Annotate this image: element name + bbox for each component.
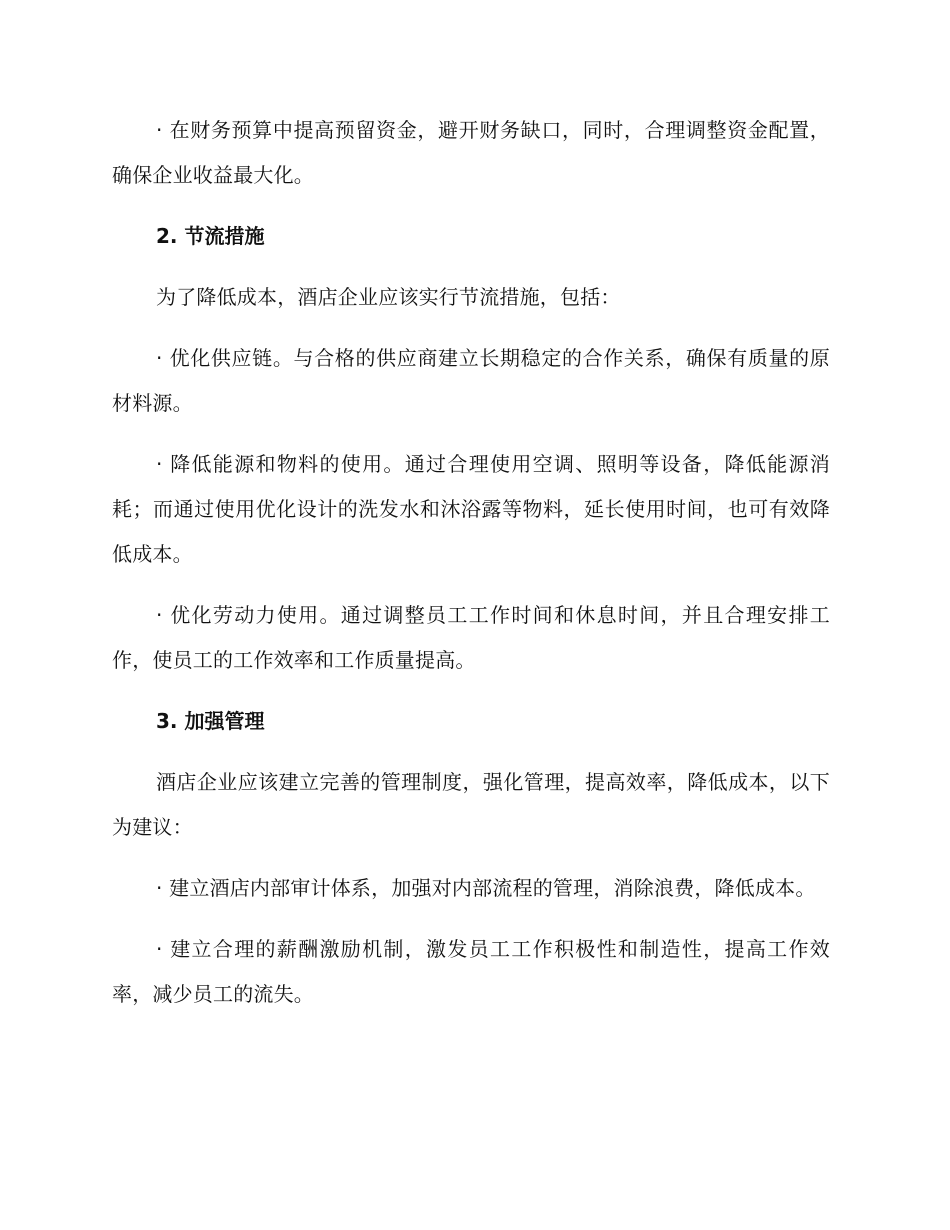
bullet-paragraph-labor: · 优化劳动力使用。通过调整员工工作时间和休息时间，并且合理安排工作，使员工的工作效率和工作质量提高。 [112, 603, 830, 672]
bullet-paragraph-supply-chain: · 优化供应链。与合格的供应商建立长期稳定的合作关系，确保有质量的原材料源。 [112, 346, 830, 415]
intro-paragraph-cost-saving: 为了降低成本，酒店企业应该实行节流措施，包括： [156, 285, 621, 309]
section-heading-cost-saving: 2. 节流措施 [156, 224, 265, 248]
intro-paragraph-management: 酒店企业应该建立完善的管理制度，强化管理，提高效率，降低成本，以下为建议： [112, 770, 830, 839]
section-heading-management: 3. 加强管理 [156, 709, 265, 733]
bullet-paragraph-budget-reserve: · 在财务预算中提高预留资金，避开财务缺口，同时，合理调整资金配置，确保企业收益最大化。 [112, 118, 830, 187]
bullet-paragraph-energy-materials: · 降低能源和物料的使用。通过合理使用空调、照明等设备，降低能源消耗；而通过使用优化设计的洗发水和沐浴露等物料，延长使用时间，也可有效降低成本。 [112, 452, 830, 566]
bullet-paragraph-internal-audit: · 建立酒店内部审计体系，加强对内部流程的管理，消除浪费，降低成本。 [156, 876, 816, 900]
document-body [112, 108, 830, 1033]
bullet-paragraph-incentive: · 建立合理的薪酬激励机制，激发员工工作积极性和制造性，提高工作效率，减少员工的流失。 [112, 937, 830, 1006]
